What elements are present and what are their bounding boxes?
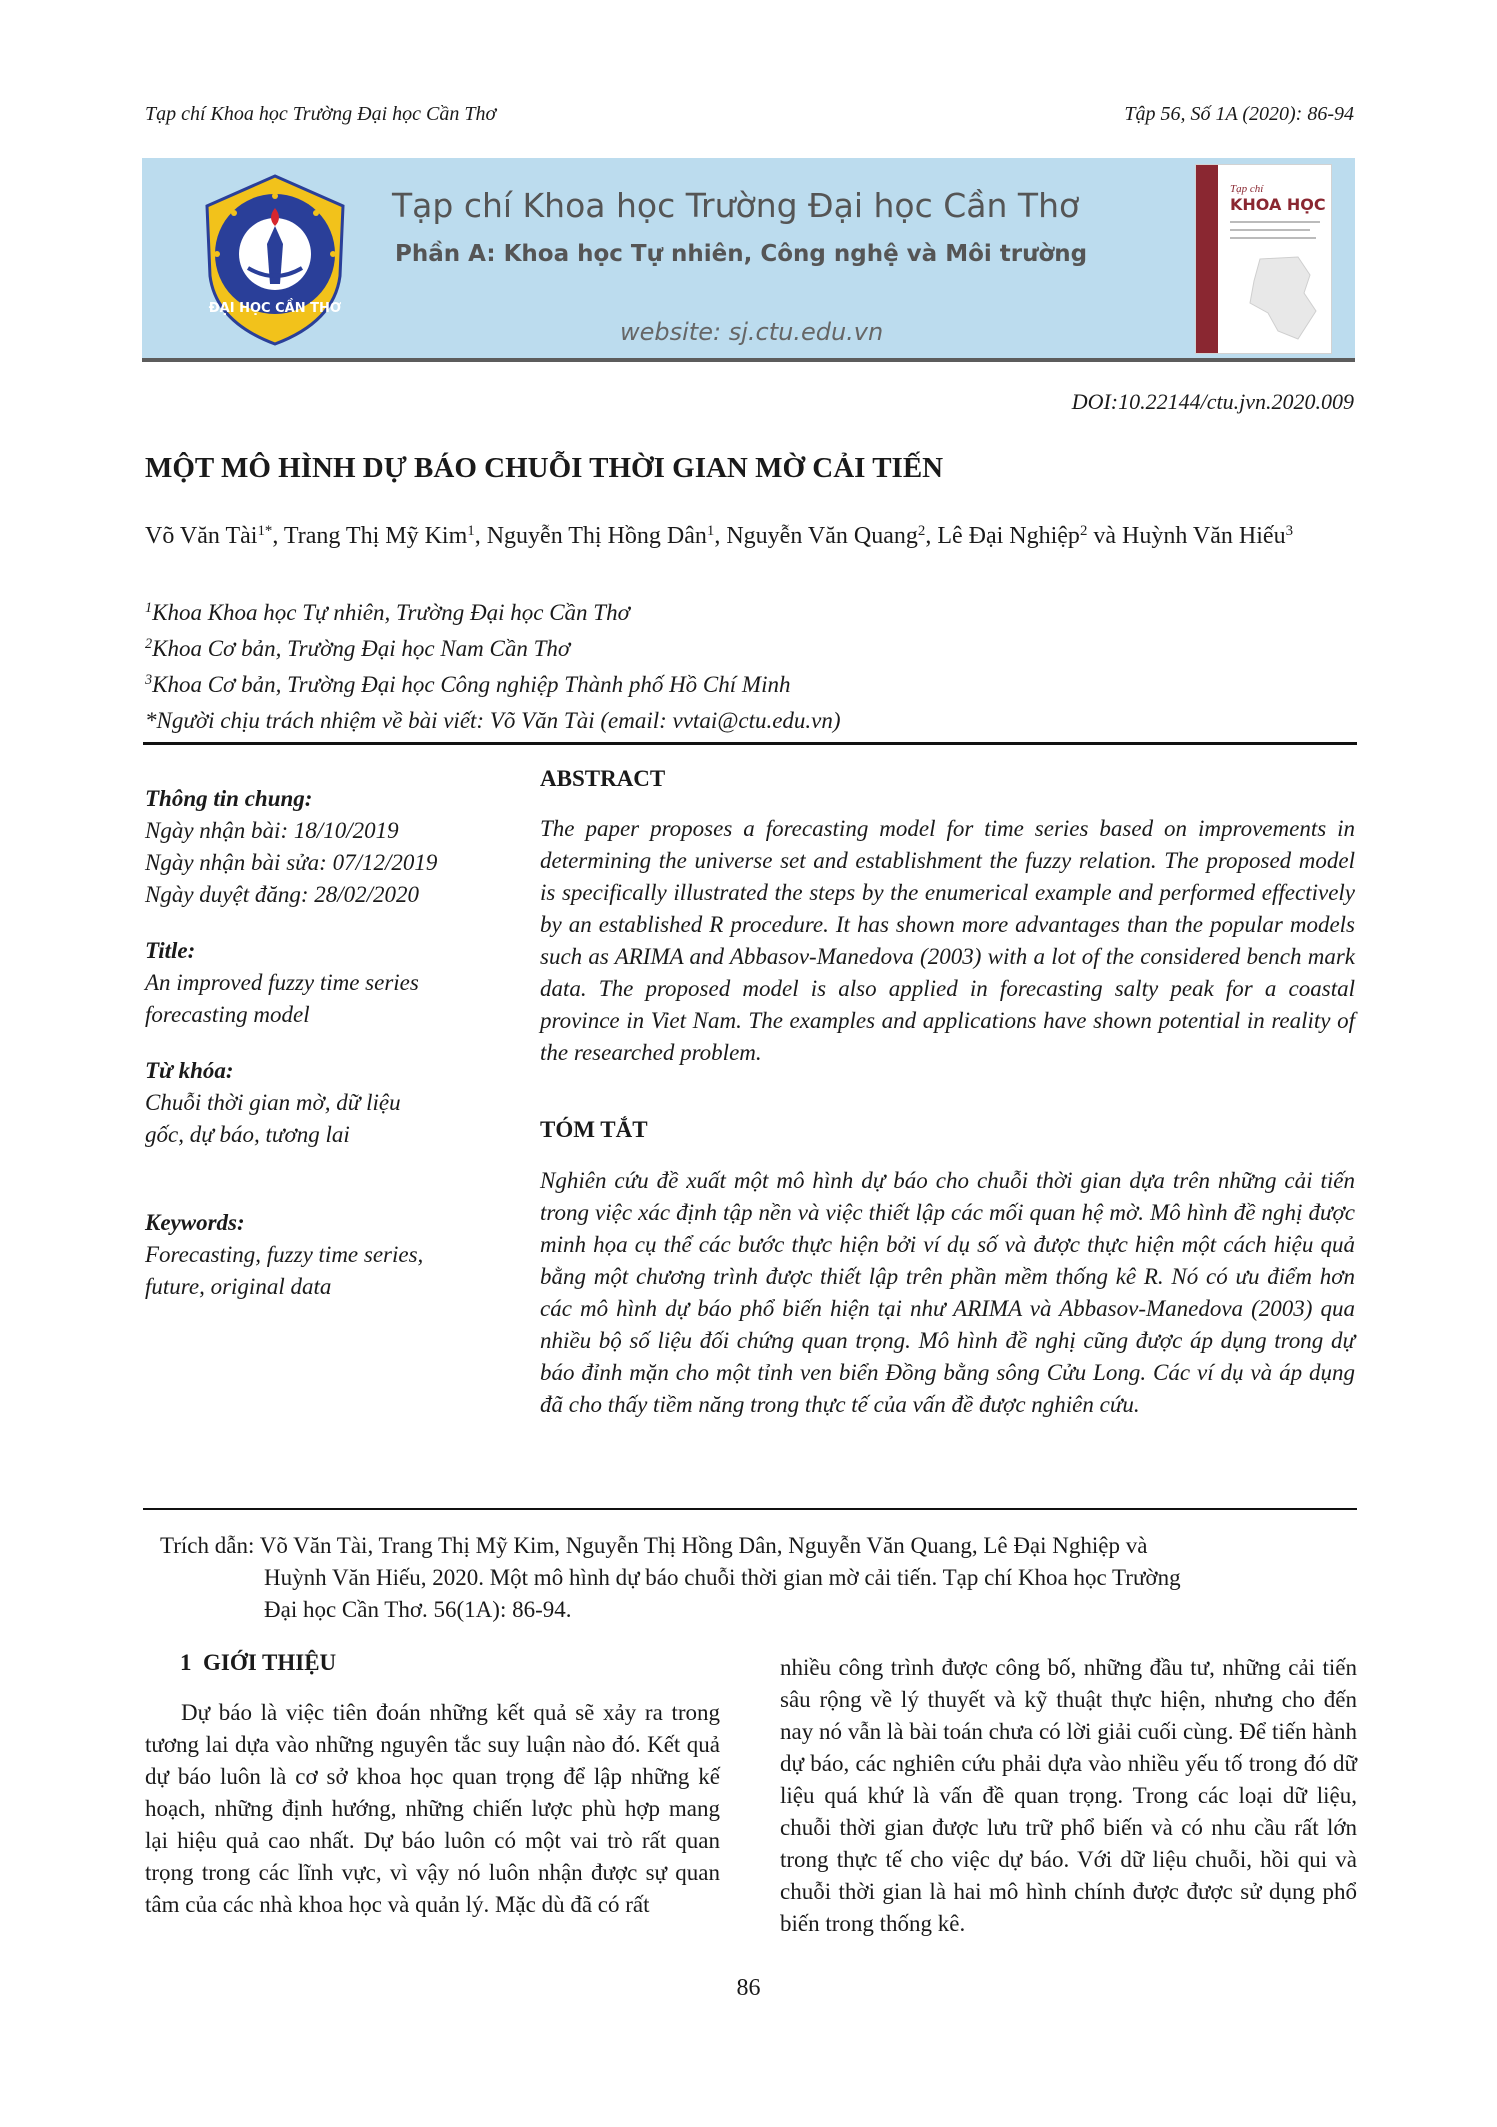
affiliation: $^2$Khoa Cơ bản, Trường Đại học Nam Cần Thơ [145, 636, 571, 661]
page-number: 86 [736, 1975, 761, 2001]
english-title-heading: Title: [145, 938, 196, 963]
keywords-en-line: future, original data [145, 1274, 332, 1299]
author-name: Võ Văn Tài [145, 523, 258, 549]
banner-subtitle: Phần A: Khoa học Tự nhiên, Công nghệ và Môi trường [395, 241, 1088, 267]
keywords-en-heading: Keywords: [145, 1210, 245, 1235]
author-affiliation-mark: 1 [467, 522, 475, 539]
running-header-journal: Tạp chí Khoa học Trường Đại học Cần Thơ [145, 103, 497, 125]
divider [143, 1508, 1357, 1510]
keywords-vi-line: Chuỗi thời gian mờ, dữ liệu [145, 1090, 401, 1115]
keywords-vi-heading: Từ khóa: [145, 1058, 234, 1083]
tomtat-text: Nghiên cứu đề xuất một mô hình dự báo cho chuỗi thời gian dựa trên những cải tiến trong việc xác định tập nền và việc thiết lập các mối quan hệ mờ. Mô hình đề nghị được minh họa cụ thể các bước thực hiện bởi ví dụ số và được thực hiện một cách hiệu quả bằng một chương trình được thiết lập trên phần mềm thống kê R. Nó có ưu điểm hơn các mô hình dự báo phổ biến hiện tại như ARIMA và Abbasov-Manedova (2003) qua nhiều bộ số liệu đối chứng quan trọng. Mô hình đề nghị cũng được áp dụng trong dự báo đỉnh mặn cho một tỉnh ven biển Đồng bằng sông Cửu Long. Các ví dụ và áp dụng đã cho thấy tiềm năng trong thực tế của vấn đề được nghiên cứu. [540, 1168, 1355, 1417]
cover-line [1230, 229, 1310, 231]
citation [160, 1530, 1360, 1626]
section-heading [180, 1650, 336, 1676]
author-name: Lê Đại Nghiệp [937, 523, 1080, 549]
tomtat-heading: TÓM TẮT [540, 1117, 648, 1142]
logo-text: ĐẠI HỌC CẦN THƠ [208, 301, 342, 316]
accepted-date: Ngày duyệt đăng: 28/02/2020 [145, 882, 420, 907]
divider [143, 742, 1357, 745]
abstract-heading: ABSTRACT [540, 766, 666, 791]
intro-paragraph-left: Dự báo là việc tiên đoán những kết quả sẽ xảy ra trong tương lai dựa vào những nguyên tắc suy luận nào đó. Kết quả dự báo luôn là cơ sở khoa học quan trọng để lập những kế hoạch, những định hướng, những chiến lược phù hợp mang lại hiệu quả cao nhất. Dự báo luôn có một vai trò rất quan trọng trong các lĩnh vực, vì vậy nó luôn nhận được sự quan tâm của các nhà khoa học và quản lý. Mặc dù đã có rất [145, 1700, 720, 1917]
section-title: GIỚI THIỆU [203, 1650, 337, 1675]
author-name: Trang Thị Mỹ Kim [283, 523, 468, 549]
author-name: Huỳnh Văn Hiếu [1122, 523, 1286, 549]
author-affiliation-mark: 1 [706, 522, 715, 539]
cover-spine [1196, 165, 1218, 353]
citation-line: Đại học Cần Thơ. 56(1A): 86-94. [264, 1597, 572, 1622]
journal-cover-thumbnail [1195, 164, 1332, 354]
author-affiliation-mark: 3 [1285, 522, 1294, 539]
author-list: Võ Văn Tài$^{1*}$, Trang Thị Mỹ Kim$^1$, Nguyễn Thị Hồng Dân$^1$, Nguyễn Văn Quang$^2$, Lê Đại Nghiệp$^2$ và Huỳnh Văn Hiếu$^3$ [145, 522, 1294, 549]
author-name: Nguyễn Thị Hồng Dân [486, 523, 707, 549]
banner-title: Tạp chí Khoa học Trường Đại học Cần Thơ [392, 186, 1080, 225]
author-affiliation-mark: 2 [917, 522, 926, 539]
paper-title: MỘT MÔ HÌNH DỰ BÁO CHUỖI THỜI GIAN MỜ CẢI TIẾN [145, 452, 944, 484]
corresponding-author: *Người chịu trách nhiệm về bài viết: Võ Văn Tài (email: vvtai@ctu.edu.vn) [145, 708, 841, 733]
abstract-text: The paper proposes a forecasting model for time series based on improvements in determining the universe set and establishment the fuzzy relation. The proposed model is specifically illustrated the steps by the enumerical example and performed effectively by an established R procedure. It has shown more advantages than the popular models such as ARIMA and Abbasov-Manedova (2003) with a lot of the considered bench mark data. The proposed model is also applied in forecasting salty peak for a coastal province in Viet Nam. The examples and applications have shown potential in reality of the researched problem. [540, 816, 1355, 1065]
journal-banner [142, 158, 1355, 362]
english-title-line: forecasting model [145, 1002, 310, 1027]
section-number: 1 [180, 1650, 192, 1675]
citation-line: Huỳnh Văn Hiếu, 2020. Một mô hình dự báo chuỗi thời gian mờ cải tiến. Tạp chí Khoa học Trường [264, 1565, 1181, 1590]
cover-map-icon [1240, 253, 1322, 345]
banner-website: website: sj.ctu.edu.vn [620, 318, 884, 346]
article-info-sidebar [145, 783, 515, 1303]
author-affiliation-mark: 1* [257, 522, 273, 539]
keywords-en-line: Forecasting, fuzzy time series, [145, 1242, 424, 1267]
cover-line [1230, 221, 1320, 223]
affiliation: $^3$Khoa Cơ bản, Trường Đại học Công nghiệp Thành phố Hồ Chí Minh [145, 672, 791, 697]
running-header-volume: Tập 56, Số 1A (2020): 86-94 [1124, 103, 1354, 125]
revised-date: Ngày nhận bài sửa: 07/12/2019 [145, 850, 438, 875]
cover-line [1230, 237, 1316, 239]
cover-small-label: Tạp chí [1230, 183, 1264, 195]
citation-label: Trích dẫn: [160, 1533, 255, 1558]
cover-title: KHOA HỌC [1230, 195, 1326, 214]
author-conjunction: và [1093, 523, 1117, 549]
author-affiliation-mark: 2 [1079, 522, 1088, 539]
received-date: Ngày nhận bài: 18/10/2019 [145, 818, 399, 843]
author-name: Nguyễn Văn Quang [726, 523, 918, 549]
university-logo [200, 172, 350, 348]
doi[interactable]: DOI:10.22144/ctu.jvn.2020.009 [1071, 389, 1354, 414]
citation-line: Võ Văn Tài, Trang Thị Mỹ Kim, Nguyễn Thị Hồng Dân, Nguyễn Văn Quang, Lê Đại Nghiệp và [259, 1533, 1148, 1558]
intro-paragraph-right: nhiều công trình được công bố, những đầu tư, những cải tiến sâu rộng về lý thuyết và kỹ thuật thực hiện, nhưng cho đến nay nó vẫn là bài toán chưa có lời giải cuối cùng. Để tiến hành dự báo, các nghiên cứu phải dựa vào nhiều yếu tố trong đó dữ liệu quá khứ là vấn đề quan trọng. Trong các loại dữ liệu, chuỗi thời gian được lưu trữ phổ biến và có nhu cầu rất lớn trong thực tế cho việc dự báo. Với dữ liệu chuỗi, hồi qui và chuỗi thời gian là hai mô hình chính được được sử dụng phổ biến trong thống kê. [780, 1655, 1357, 1936]
english-title-line: An improved fuzzy time series [145, 970, 419, 995]
affiliation: $^1$Khoa Khoa học Tự nhiên, Trường Đại học Cần Thơ [145, 600, 630, 625]
keywords-vi-line: gốc, dự báo, tương lai [145, 1122, 350, 1147]
info-heading: Thông tin chung: [145, 786, 313, 811]
